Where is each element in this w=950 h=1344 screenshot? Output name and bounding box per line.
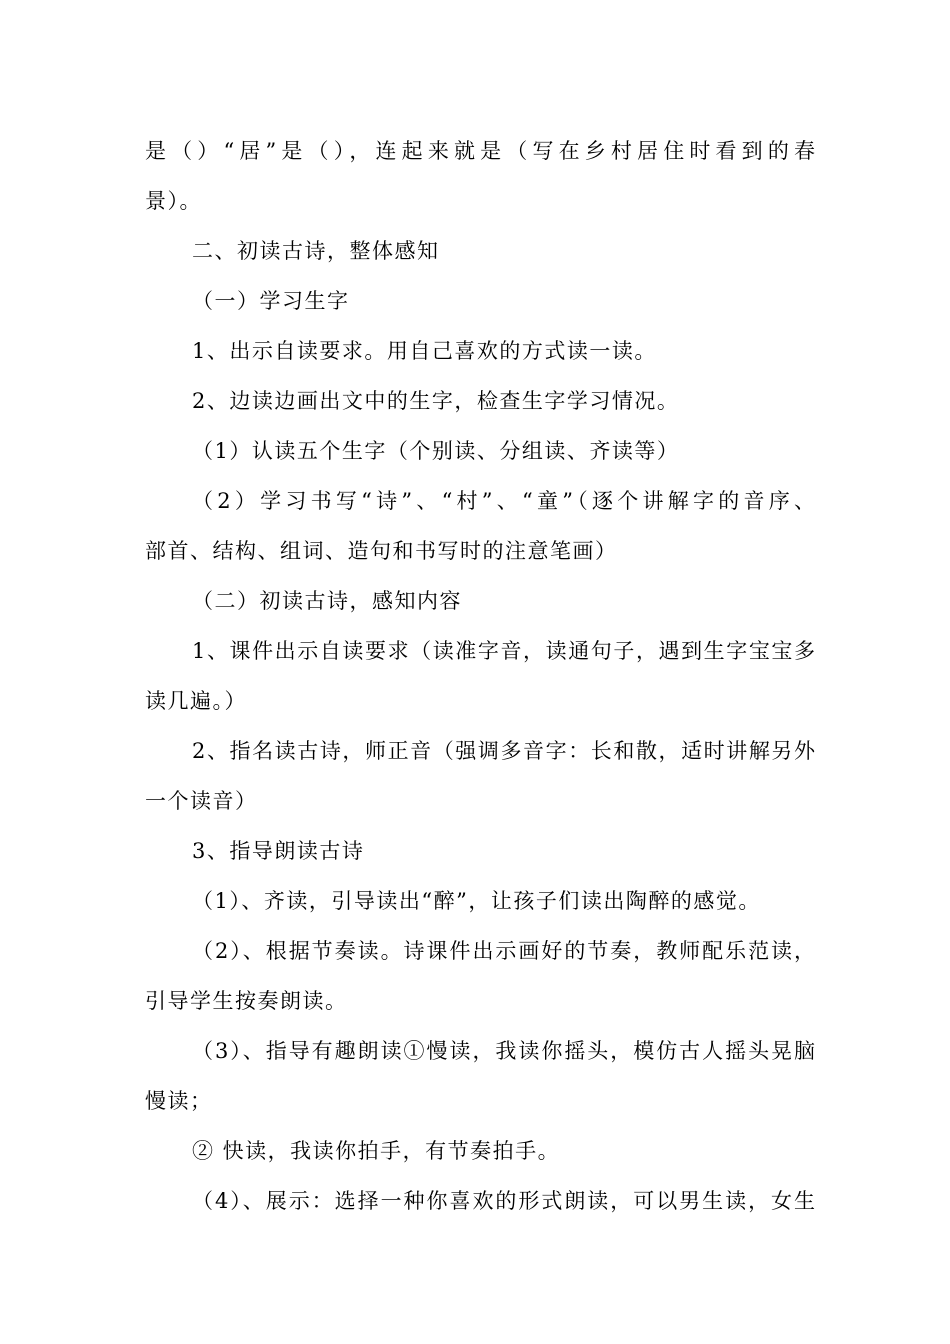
subsection-heading: （二）初读古诗，感知内容 (192, 589, 462, 613)
text-line: （2）、根据节奏读。诗课件出示画好的节奏，教师配乐范读， (192, 939, 815, 963)
text-line: 1、出示自读要求。用自己喜欢的方式读一读。 (192, 339, 657, 363)
subsection-heading: （一）学习生字 (192, 289, 350, 313)
text-line: 2、指名读古诗，师正音（强调多音字：长和散，适时讲解另外 (192, 739, 815, 763)
section-heading: 二、初读古诗，整体感知 (192, 239, 440, 263)
text-line: 一个读音） (145, 789, 258, 813)
text-line: 引导学生按奏朗读。 (145, 989, 348, 1013)
text-line: 读几遍。） (145, 689, 247, 713)
text-line: 3、指导朗读古诗 (192, 839, 365, 863)
text-line: 慢读； (145, 1089, 213, 1113)
text-line: 2、边读边画出文中的生字，检查生字学习情况。 (192, 389, 680, 413)
text-line: 景）。 (145, 189, 202, 213)
text-line: ② 快读，我读你拍手，有节奏拍手。 (192, 1139, 561, 1163)
text-line: （4）、展示：选择一种你喜欢的形式朗读，可以男生读，女生 (192, 1189, 815, 1213)
text-line: （1）、齐读，引导读出“醉”，让孩子们读出陶醉的感觉。 (192, 889, 761, 913)
text-line: 1、课件出示自读要求（读准字音，读通句子，遇到生字宝宝多 (192, 639, 815, 663)
text-line: 是（）“居”是（），连起来就是（写在乡村居住时看到的春 (145, 139, 815, 163)
text-line: （3）、指导有趣朗读①慢读，我读你摇头，模仿古人摇头晃脑 (192, 1039, 815, 1063)
text-line: （2）学习书写“诗”、“村”、“童”（逐个讲解字的音序、 (192, 489, 815, 513)
text-line: 部首、结构、组词、造句和书写时的注意笔画） (145, 539, 618, 563)
text-line: （1）认读五个生字（个别读、分组读、齐读等） (192, 439, 680, 463)
